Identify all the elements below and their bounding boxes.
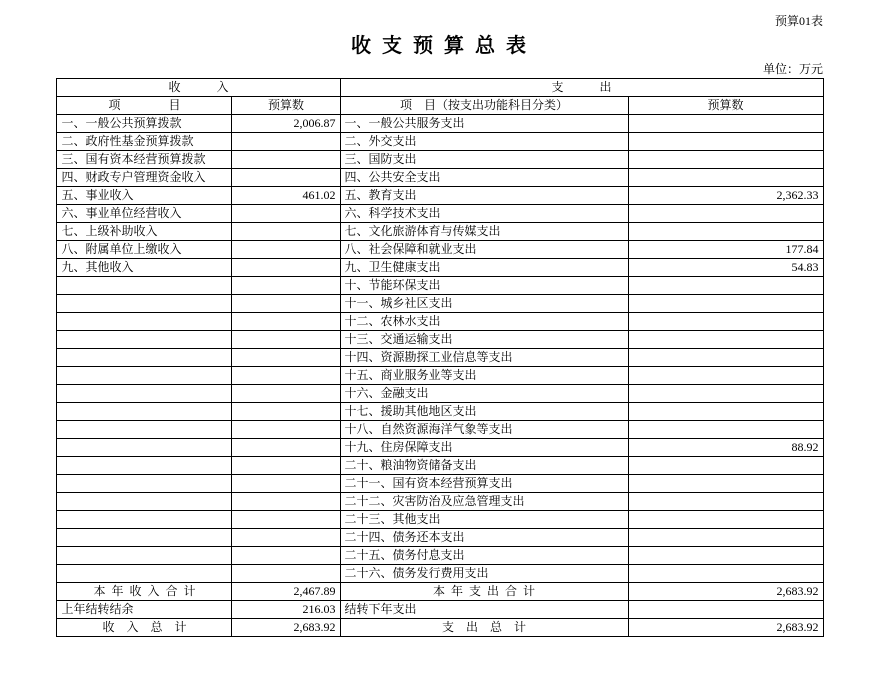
table-row xyxy=(57,187,823,205)
expense-amount-cell xyxy=(628,115,823,133)
expense-amount-cell: 177.84 xyxy=(628,241,823,259)
expense-annual-total-label-cell: 本 年 支 出 合 计 xyxy=(340,583,628,601)
income-item-cell xyxy=(57,349,232,367)
table-row xyxy=(57,421,823,439)
income-amount-cell xyxy=(232,565,340,583)
form-number-label: 预算01表 xyxy=(774,14,823,28)
income-amount-cell xyxy=(232,331,340,349)
income-amount-cell xyxy=(232,511,340,529)
income-item-cell xyxy=(57,493,232,511)
income-item-cell: 四、财政专户管理资金收入 xyxy=(57,169,232,187)
expense-annual-total-amount-cell: 2,683.92 xyxy=(628,583,823,601)
expense-grand-total-label-cell: 支 出 总 计 xyxy=(340,619,628,637)
page-title: 收 支 预 算 总 表 xyxy=(351,35,529,57)
income-item-cell xyxy=(57,529,232,547)
income-item-cell xyxy=(57,277,232,295)
expense-amount-cell xyxy=(628,169,823,187)
data-rows-body xyxy=(57,115,823,583)
expense-item-cell: 一、一般公共服务支出 xyxy=(340,115,628,133)
expense-carryover-amount-cell xyxy=(628,601,823,619)
income-grand-total-label-cell: 收 入 总 计 xyxy=(57,619,232,637)
income-amount-cell xyxy=(232,259,340,277)
income-amount-cell xyxy=(232,547,340,565)
income-amount-cell xyxy=(232,493,340,511)
expense-amount-cell xyxy=(628,277,823,295)
income-amount-cell xyxy=(232,457,340,475)
expense-amount-cell xyxy=(628,349,823,367)
expense-item-cell: 十四、资源勘探工业信息等支出 xyxy=(340,349,628,367)
table-row xyxy=(57,529,823,547)
income-amount-cell xyxy=(232,313,340,331)
income-amount-cell xyxy=(232,439,340,457)
table-row xyxy=(57,367,823,385)
expense-amount-cell xyxy=(628,475,823,493)
expense-item-cell: 十八、自然资源海洋气象等支出 xyxy=(340,421,628,439)
income-amount-column-header: 预算数 xyxy=(232,97,340,115)
income-amount-cell xyxy=(232,367,340,385)
column-header-row xyxy=(57,97,823,115)
expense-item-cell: 十一、城乡社区支出 xyxy=(340,295,628,313)
table-row xyxy=(57,457,823,475)
expense-item-cell: 十六、金融支出 xyxy=(340,385,628,403)
expense-amount-cell xyxy=(628,457,823,475)
table-row xyxy=(57,241,823,259)
income-section-header: 收 入 xyxy=(57,79,340,97)
expense-item-cell: 三、国防支出 xyxy=(340,151,628,169)
expense-item-cell: 八、社会保障和就业支出 xyxy=(340,241,628,259)
expense-item-cell: 十七、援助其他地区支出 xyxy=(340,403,628,421)
income-item-cell xyxy=(57,547,232,565)
expense-amount-cell xyxy=(628,223,823,241)
expense-amount-cell xyxy=(628,133,823,151)
expense-amount-cell xyxy=(628,331,823,349)
expense-item-cell: 十五、商业服务业等支出 xyxy=(340,367,628,385)
table-row xyxy=(57,133,823,151)
income-amount-cell xyxy=(232,205,340,223)
table-row xyxy=(57,259,823,277)
income-item-cell xyxy=(57,367,232,385)
table-row xyxy=(57,547,823,565)
table-row xyxy=(57,295,823,313)
income-item-cell xyxy=(57,403,232,421)
income-amount-cell xyxy=(232,241,340,259)
expense-amount-cell xyxy=(628,547,823,565)
expense-item-cell: 十三、交通运输支出 xyxy=(340,331,628,349)
expense-amount-cell: 88.92 xyxy=(628,439,823,457)
expense-amount-cell xyxy=(628,421,823,439)
expense-amount-cell xyxy=(628,313,823,331)
expense-item-cell: 二十五、债务付息支出 xyxy=(340,547,628,565)
income-item-cell xyxy=(57,475,232,493)
income-item-cell xyxy=(57,439,232,457)
expense-item-column-header: 项 目（按支出功能科目分类） xyxy=(340,97,628,115)
expense-item-cell: 九、卫生健康支出 xyxy=(340,259,628,277)
expense-amount-cell xyxy=(628,151,823,169)
section-header-row xyxy=(57,79,823,97)
table-row xyxy=(57,277,823,295)
expense-grand-total-amount-cell: 2,683.92 xyxy=(628,619,823,637)
income-carryover-label-cell: 上年结转结余 xyxy=(57,601,232,619)
expense-item-cell: 二十、粮油物资储备支出 xyxy=(340,457,628,475)
table-row xyxy=(57,385,823,403)
income-carryover-amount-cell: 216.03 xyxy=(232,601,340,619)
table-row xyxy=(57,475,823,493)
expense-amount-cell: 2,362.33 xyxy=(628,187,823,205)
income-amount-cell xyxy=(232,277,340,295)
table-row xyxy=(57,349,823,367)
expense-item-cell: 二、外交支出 xyxy=(340,133,628,151)
income-item-cell: 二、政府性基金预算拨款 xyxy=(57,133,232,151)
expense-amount-cell xyxy=(628,529,823,547)
income-annual-total-label-cell: 本 年 收 入 合 计 xyxy=(57,583,232,601)
expense-amount-cell xyxy=(628,493,823,511)
annual-total-row xyxy=(57,583,823,601)
expense-section-header: 支 出 xyxy=(340,79,823,97)
income-annual-total-amount-cell: 2,467.89 xyxy=(232,583,340,601)
expense-item-cell: 四、公共安全支出 xyxy=(340,169,628,187)
income-item-cell xyxy=(57,511,232,529)
table-row xyxy=(57,511,823,529)
income-grand-total-amount-cell: 2,683.92 xyxy=(232,619,340,637)
unit-label: 单位：万元 xyxy=(762,62,823,76)
income-item-cell: 一、一般公共预算拨款 xyxy=(57,115,232,133)
expense-item-cell: 二十三、其他支出 xyxy=(340,511,628,529)
expense-item-cell: 二十六、债务发行费用支出 xyxy=(340,565,628,583)
income-amount-cell xyxy=(232,169,340,187)
expense-amount-cell xyxy=(628,367,823,385)
table-row xyxy=(57,331,823,349)
income-amount-cell xyxy=(232,223,340,241)
expense-item-cell: 十二、农林水支出 xyxy=(340,313,628,331)
table-row xyxy=(57,565,823,583)
expense-item-cell: 二十二、灾害防治及应急管理支出 xyxy=(340,493,628,511)
expense-item-cell: 七、文化旅游体育与传媒支出 xyxy=(340,223,628,241)
income-item-cell xyxy=(57,295,232,313)
table-row xyxy=(57,313,823,331)
income-item-cell xyxy=(57,421,232,439)
expense-amount-cell xyxy=(628,403,823,421)
income-amount-cell xyxy=(232,133,340,151)
income-amount-cell xyxy=(232,421,340,439)
table-row xyxy=(57,205,823,223)
income-amount-cell xyxy=(232,403,340,421)
expense-amount-cell xyxy=(628,565,823,583)
table-row xyxy=(57,151,823,169)
income-item-cell: 七、上级补助收入 xyxy=(57,223,232,241)
income-amount-cell xyxy=(232,385,340,403)
income-item-cell: 六、事业单位经营收入 xyxy=(57,205,232,223)
income-item-cell: 三、国有资本经营预算拨款 xyxy=(57,151,232,169)
table-row xyxy=(57,169,823,187)
expense-amount-cell: 54.83 xyxy=(628,259,823,277)
expense-item-cell: 五、教育支出 xyxy=(340,187,628,205)
income-item-cell: 八、附属单位上缴收入 xyxy=(57,241,232,259)
income-item-cell xyxy=(57,457,232,475)
income-amount-cell xyxy=(232,295,340,313)
expense-item-cell: 十、节能环保支出 xyxy=(340,277,628,295)
income-amount-cell: 461.02 xyxy=(232,187,340,205)
expense-amount-cell xyxy=(628,295,823,313)
expense-amount-column-header: 预算数 xyxy=(628,97,823,115)
income-amount-cell xyxy=(232,529,340,547)
income-item-cell: 五、事业收入 xyxy=(57,187,232,205)
table-row xyxy=(57,439,823,457)
totals-body xyxy=(57,583,823,637)
expense-carryover-label-cell: 结转下年支出 xyxy=(340,601,628,619)
table-row xyxy=(57,403,823,421)
income-item-cell xyxy=(57,565,232,583)
budget-table xyxy=(56,78,823,637)
income-item-cell xyxy=(57,385,232,403)
grand-total-row xyxy=(57,619,823,637)
income-amount-cell xyxy=(232,151,340,169)
income-item-cell xyxy=(57,331,232,349)
expense-amount-cell xyxy=(628,205,823,223)
expense-item-cell: 六、科学技术支出 xyxy=(340,205,628,223)
table-row xyxy=(57,115,823,133)
income-amount-cell xyxy=(232,349,340,367)
income-amount-cell: 2,006.87 xyxy=(232,115,340,133)
expense-amount-cell xyxy=(628,385,823,403)
income-amount-cell xyxy=(232,475,340,493)
income-item-cell: 九、其他收入 xyxy=(57,259,232,277)
expense-item-cell: 二十四、债务还本支出 xyxy=(340,529,628,547)
carryover-row xyxy=(57,601,823,619)
expense-item-cell: 二十一、国有资本经营预算支出 xyxy=(340,475,628,493)
income-item-column-header: 项 目 xyxy=(57,97,232,115)
table-row xyxy=(57,493,823,511)
table-row xyxy=(57,223,823,241)
expense-amount-cell xyxy=(628,511,823,529)
income-item-cell xyxy=(57,313,232,331)
expense-item-cell: 十九、住房保障支出 xyxy=(340,439,628,457)
